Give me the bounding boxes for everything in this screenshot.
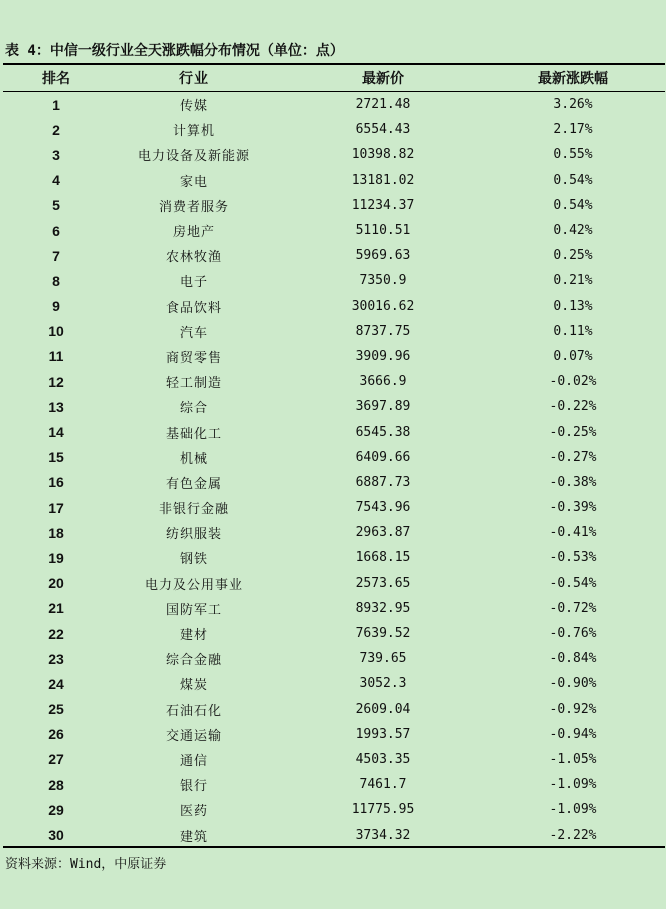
price-cell: 3052.3 bbox=[359, 676, 407, 692]
industry-cell: 建材 bbox=[179, 628, 208, 644]
change-cell: -0.02% bbox=[549, 374, 597, 390]
change-cell: 0.54% bbox=[553, 197, 593, 213]
rank-cell bbox=[16, 797, 96, 822]
change-cell: -0.76% bbox=[549, 626, 597, 642]
rank-cell bbox=[16, 268, 96, 293]
change-cell: 0.21% bbox=[553, 273, 593, 289]
rank-cell bbox=[16, 621, 96, 646]
industry-cell: 石油石化 bbox=[165, 703, 222, 719]
industry-cell: 电子 bbox=[179, 275, 208, 291]
price-cell: 2609.04 bbox=[355, 701, 411, 717]
price-cell: 5110.51 bbox=[355, 223, 411, 239]
table-row bbox=[0, 92, 666, 117]
table-row bbox=[0, 822, 666, 847]
industry-cell: 房地产 bbox=[172, 225, 215, 241]
price-cell: 11775.95 bbox=[351, 802, 415, 818]
table-row bbox=[0, 142, 666, 167]
price-cell: 7350.9 bbox=[359, 273, 407, 289]
rank-number: 9 bbox=[52, 298, 60, 315]
table-row bbox=[0, 394, 666, 419]
table-row bbox=[0, 294, 666, 319]
industry-cell: 医药 bbox=[179, 804, 208, 820]
rank-cell bbox=[16, 419, 96, 444]
table-row bbox=[0, 747, 666, 772]
rank-cell bbox=[16, 92, 96, 117]
rank-cell bbox=[16, 117, 96, 142]
price-cell: 1993.57 bbox=[355, 726, 411, 742]
rank-number: 8 bbox=[52, 272, 60, 289]
change-cell: 0.13% bbox=[553, 298, 593, 314]
table-row bbox=[0, 243, 666, 268]
rank-cell bbox=[16, 671, 96, 696]
industry-cell: 纺织服装 bbox=[165, 527, 222, 543]
rank-number: 30 bbox=[48, 827, 64, 844]
price-cell: 10398.82 bbox=[351, 147, 415, 163]
industry-cell: 国防军工 bbox=[165, 602, 222, 618]
rank-number: 21 bbox=[48, 600, 64, 617]
industry-cell: 消费者服务 bbox=[158, 199, 229, 215]
rank-cell bbox=[16, 319, 96, 344]
change-cell: -2.22% bbox=[549, 827, 597, 843]
rank-number: 23 bbox=[48, 650, 64, 667]
rank-number: 20 bbox=[48, 575, 64, 592]
rank-cell bbox=[16, 520, 96, 545]
price-cell: 6545.38 bbox=[355, 424, 411, 440]
rank-number: 22 bbox=[48, 625, 64, 642]
change-cell: -0.27% bbox=[549, 449, 597, 465]
change-cell: -0.90% bbox=[549, 676, 597, 692]
table-row bbox=[0, 117, 666, 142]
rank-number: 29 bbox=[48, 801, 64, 818]
table-row bbox=[0, 369, 666, 394]
price-cell: 1668.15 bbox=[355, 550, 411, 566]
header-price: 最新价 bbox=[362, 71, 404, 87]
price-cell: 2963.87 bbox=[355, 525, 411, 541]
rank-number: 11 bbox=[48, 348, 64, 365]
rank-cell bbox=[16, 142, 96, 167]
change-cell: -0.54% bbox=[549, 575, 597, 591]
change-cell: -0.38% bbox=[549, 474, 597, 490]
table-row bbox=[0, 168, 666, 193]
industry-cell: 煤炭 bbox=[179, 678, 208, 694]
price-cell: 2721.48 bbox=[355, 97, 411, 113]
change-cell: -1.05% bbox=[549, 751, 597, 767]
rank-cell bbox=[16, 294, 96, 319]
rank-cell bbox=[16, 747, 96, 772]
price-cell: 11234.37 bbox=[351, 197, 415, 213]
price-cell: 3666.9 bbox=[359, 374, 407, 390]
table-header bbox=[0, 67, 666, 89]
rank-number: 2 bbox=[52, 121, 60, 138]
rank-number: 1 bbox=[52, 96, 60, 113]
change-cell: -0.72% bbox=[549, 600, 597, 616]
change-cell: 0.42% bbox=[553, 223, 593, 239]
rank-cell bbox=[16, 344, 96, 369]
rank-number: 16 bbox=[48, 474, 64, 491]
industry-cell: 电力设备及新能源 bbox=[137, 149, 250, 165]
table-row bbox=[0, 445, 666, 470]
industry-cell: 基础化工 bbox=[165, 426, 222, 442]
price-cell: 8932.95 bbox=[355, 600, 411, 616]
rank-number: 17 bbox=[48, 499, 64, 516]
price-cell: 3909.96 bbox=[355, 348, 411, 364]
rank-number: 3 bbox=[52, 146, 60, 163]
price-cell: 6887.73 bbox=[355, 474, 411, 490]
rank-cell bbox=[16, 571, 96, 596]
table-row bbox=[0, 545, 666, 570]
change-cell: -0.94% bbox=[549, 726, 597, 742]
rank-cell bbox=[16, 168, 96, 193]
change-cell: 0.11% bbox=[553, 323, 593, 339]
table-row bbox=[0, 268, 666, 293]
change-cell: -1.09% bbox=[549, 802, 597, 818]
table-row bbox=[0, 470, 666, 495]
industry-cell: 农林牧渔 bbox=[165, 250, 222, 266]
table-row bbox=[0, 495, 666, 520]
rank-number: 24 bbox=[48, 675, 64, 692]
industry-cell: 汽车 bbox=[179, 325, 208, 341]
price-cell: 6554.43 bbox=[355, 122, 411, 138]
table-row bbox=[0, 646, 666, 671]
table-row bbox=[0, 419, 666, 444]
rank-number: 10 bbox=[48, 323, 64, 340]
industry-cell: 商贸零售 bbox=[165, 350, 222, 366]
table-top-rule bbox=[3, 63, 665, 65]
industry-cell: 计算机 bbox=[172, 124, 215, 140]
table-row bbox=[0, 344, 666, 369]
industry-cell: 家电 bbox=[179, 174, 208, 190]
rank-number: 25 bbox=[48, 701, 64, 718]
rank-cell bbox=[16, 722, 96, 747]
industry-cell: 综合 bbox=[179, 401, 208, 417]
rank-number: 5 bbox=[52, 197, 60, 214]
rank-number: 7 bbox=[52, 247, 60, 264]
header-industry: 行业 bbox=[179, 71, 209, 87]
table-caption: 表 4：中信一级行业全天涨跌幅分布情况（单位：点） bbox=[5, 43, 344, 59]
header-rank: 排名 bbox=[42, 71, 70, 87]
table-row bbox=[0, 319, 666, 344]
table-row bbox=[0, 697, 666, 722]
table-row bbox=[0, 520, 666, 545]
industry-cell: 电力及公用事业 bbox=[144, 577, 243, 593]
rank-number: 15 bbox=[48, 449, 64, 466]
price-cell: 5969.63 bbox=[355, 248, 411, 264]
table-bottom-rule bbox=[3, 846, 665, 848]
rank-cell bbox=[16, 218, 96, 243]
industry-cell: 轻工制造 bbox=[165, 376, 222, 392]
rank-number: 6 bbox=[52, 222, 60, 239]
rank-number: 14 bbox=[48, 424, 64, 441]
industry-cell: 钢铁 bbox=[179, 552, 208, 568]
change-cell: -0.41% bbox=[549, 525, 597, 541]
rank-cell bbox=[16, 445, 96, 470]
table-row bbox=[0, 621, 666, 646]
change-cell: 0.55% bbox=[553, 147, 593, 163]
change-cell: 0.25% bbox=[553, 248, 593, 264]
rank-number: 18 bbox=[48, 524, 64, 541]
change-cell: 3.26% bbox=[553, 97, 593, 113]
industry-cell: 综合金融 bbox=[165, 653, 222, 669]
price-cell: 6409.66 bbox=[355, 449, 411, 465]
rank-cell bbox=[16, 772, 96, 797]
rank-cell bbox=[16, 394, 96, 419]
rank-cell bbox=[16, 545, 96, 570]
change-cell: 0.54% bbox=[553, 172, 593, 188]
change-cell: -0.84% bbox=[549, 651, 597, 667]
price-cell: 8737.75 bbox=[355, 323, 411, 339]
change-cell: -0.22% bbox=[549, 399, 597, 415]
table-row bbox=[0, 218, 666, 243]
rank-cell bbox=[16, 646, 96, 671]
price-cell: 13181.02 bbox=[351, 172, 415, 188]
price-cell: 3697.89 bbox=[355, 399, 411, 415]
table-row bbox=[0, 797, 666, 822]
industry-cell: 交通运输 bbox=[165, 728, 222, 744]
industry-cell: 食品饮料 bbox=[165, 300, 222, 316]
change-cell: -0.92% bbox=[549, 701, 597, 717]
rank-number: 27 bbox=[48, 751, 64, 768]
change-cell: -0.25% bbox=[549, 424, 597, 440]
table-row bbox=[0, 671, 666, 696]
rank-number: 4 bbox=[52, 172, 60, 189]
price-cell: 30016.62 bbox=[351, 298, 415, 314]
price-cell: 7639.52 bbox=[355, 626, 411, 642]
industry-cell: 机械 bbox=[179, 451, 208, 467]
price-cell: 7543.96 bbox=[355, 500, 411, 516]
change-cell: 0.07% bbox=[553, 348, 593, 364]
source-note: 资料来源：Wind，中原证券 bbox=[5, 857, 167, 872]
header-change: 最新涨跌幅 bbox=[538, 71, 608, 87]
rank-cell bbox=[16, 470, 96, 495]
price-cell: 739.65 bbox=[359, 651, 407, 667]
table-body bbox=[0, 92, 666, 848]
change-cell: -1.09% bbox=[549, 777, 597, 793]
industry-cell: 非银行金融 bbox=[158, 502, 229, 518]
rank-number: 12 bbox=[48, 373, 64, 390]
rank-cell bbox=[16, 822, 96, 847]
industry-cell: 有色金属 bbox=[165, 476, 222, 492]
table-row bbox=[0, 193, 666, 218]
industry-cell: 银行 bbox=[179, 779, 208, 795]
table-row bbox=[0, 596, 666, 621]
rank-cell bbox=[16, 596, 96, 621]
rank-cell bbox=[16, 193, 96, 218]
price-cell: 3734.32 bbox=[355, 827, 411, 843]
rank-cell bbox=[16, 495, 96, 520]
rank-number: 13 bbox=[48, 398, 64, 415]
change-cell: -0.39% bbox=[549, 500, 597, 516]
price-cell: 4503.35 bbox=[355, 751, 411, 767]
price-cell: 7461.7 bbox=[359, 777, 407, 793]
rank-number: 26 bbox=[48, 726, 64, 743]
industry-cell: 传媒 bbox=[179, 99, 208, 115]
table-row bbox=[0, 571, 666, 596]
rank-number: 19 bbox=[48, 549, 64, 566]
rank-cell bbox=[16, 243, 96, 268]
change-cell: 2.17% bbox=[553, 122, 593, 138]
change-cell: -0.53% bbox=[549, 550, 597, 566]
rank-cell bbox=[16, 697, 96, 722]
table-row bbox=[0, 722, 666, 747]
industry-cell: 建筑 bbox=[179, 829, 208, 845]
rank-cell bbox=[16, 369, 96, 394]
rank-number: 28 bbox=[48, 776, 64, 793]
price-cell: 2573.65 bbox=[355, 575, 411, 591]
industry-cell: 通信 bbox=[179, 753, 208, 769]
table-row bbox=[0, 772, 666, 797]
